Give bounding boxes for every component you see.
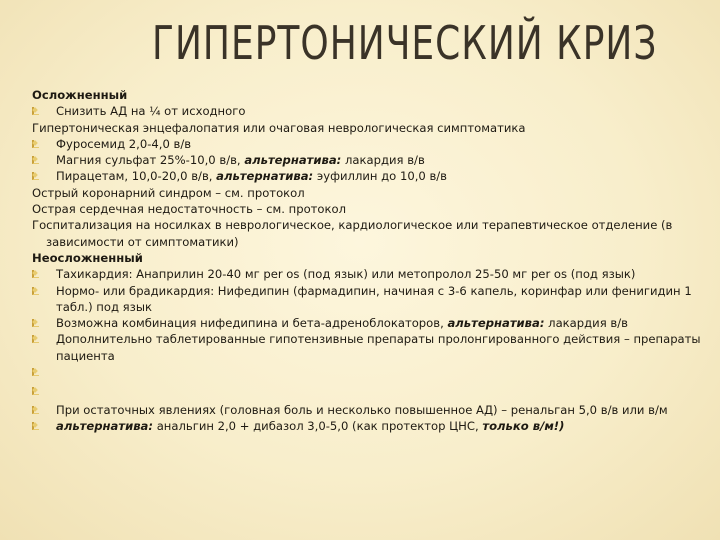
- list-item: Госпитализация на носилках в неврологическое, кардиологическое или терапевтическое отделение (в зависимости от симптоматики): [32, 218, 673, 249]
- arrow-bullet-icon: [32, 422, 39, 430]
- slide-title: ГИПЕРТОНИЧЕСКИЙ КРИЗ: [152, 18, 658, 71]
- arrow-bullet-icon: [32, 319, 39, 327]
- alternative-label: альтернатива:: [447, 316, 545, 331]
- slide-content: [32, 87, 708, 435]
- list-item: Гипертоническая энцефалопатия или очаговая неврологическая симптоматика: [32, 120, 526, 135]
- im-only-label: только в/м!): [482, 419, 565, 434]
- alternative-label: альтернатива:: [244, 153, 342, 168]
- arrow-bullet-icon: [32, 270, 39, 278]
- list-item: При остаточных явлениях (головная боль и несколько повышенное АД) – ренальган 5,0 в/в или в/м: [32, 402, 708, 418]
- section-heading-uncomplicated: Неосложненный: [32, 250, 143, 265]
- arrow-bullet-icon: [32, 368, 39, 376]
- section-heading-complicated: Осложненный: [32, 88, 128, 102]
- arrow-bullet-icon: [32, 156, 39, 164]
- arrow-bullet-icon: [32, 406, 39, 414]
- list-item: Острая сердечная недостаточность – см. протокол: [32, 202, 347, 217]
- arrow-bullet-icon: [32, 140, 39, 148]
- arrow-bullet-icon: [32, 172, 39, 180]
- list-item: Тахикардия: Анаприлин 20-40 мг per os (под язык) или метопролол 25-50 мг per os (под язык): [32, 266, 708, 282]
- arrow-bullet-icon: [32, 287, 39, 295]
- empty-list-item: [32, 383, 708, 402]
- list-item: Пирацетам, 10,0-20,0 в/в, альтернатива: эуфиллин до 10,0 в/в: [32, 168, 708, 184]
- list-item: Возможна комбинация нифедипина и бета-адреноблокаторов, альтернатива: лакардия в/в: [32, 315, 708, 331]
- list-item: Острый коронарний синдром – см. протокол: [32, 185, 305, 200]
- list-item: Дополнительно таблетированные гипотензивные препараты пролонгированного действия – препараты пациента: [32, 331, 708, 364]
- alternative-label: альтернатива:: [216, 169, 314, 184]
- list-item: Магния сульфат 25%-10,0 в/в, альтернатива: лакардия в/в: [32, 152, 708, 168]
- list-item: Фуросемид 2,0-4,0 в/в: [32, 136, 708, 152]
- list-item: Снизить АД на ¼ от исходного: [32, 103, 708, 119]
- empty-list-item: [32, 364, 708, 383]
- list-item: Нормо- или брадикардия: Нифедипин (фармадипин, начиная с 3-6 капель, коринфар или фенигидин 1 табл.) под язык: [32, 283, 708, 316]
- arrow-bullet-icon: [32, 387, 39, 395]
- arrow-bullet-icon: [32, 107, 39, 115]
- arrow-bullet-icon: [32, 335, 39, 343]
- list-item: альтернатива: анальгин 2,0 + дибазол 3,0-5,0 (как протектор ЦНС, только в/м!): [32, 418, 708, 434]
- alternative-label: альтернатива:: [56, 419, 154, 434]
